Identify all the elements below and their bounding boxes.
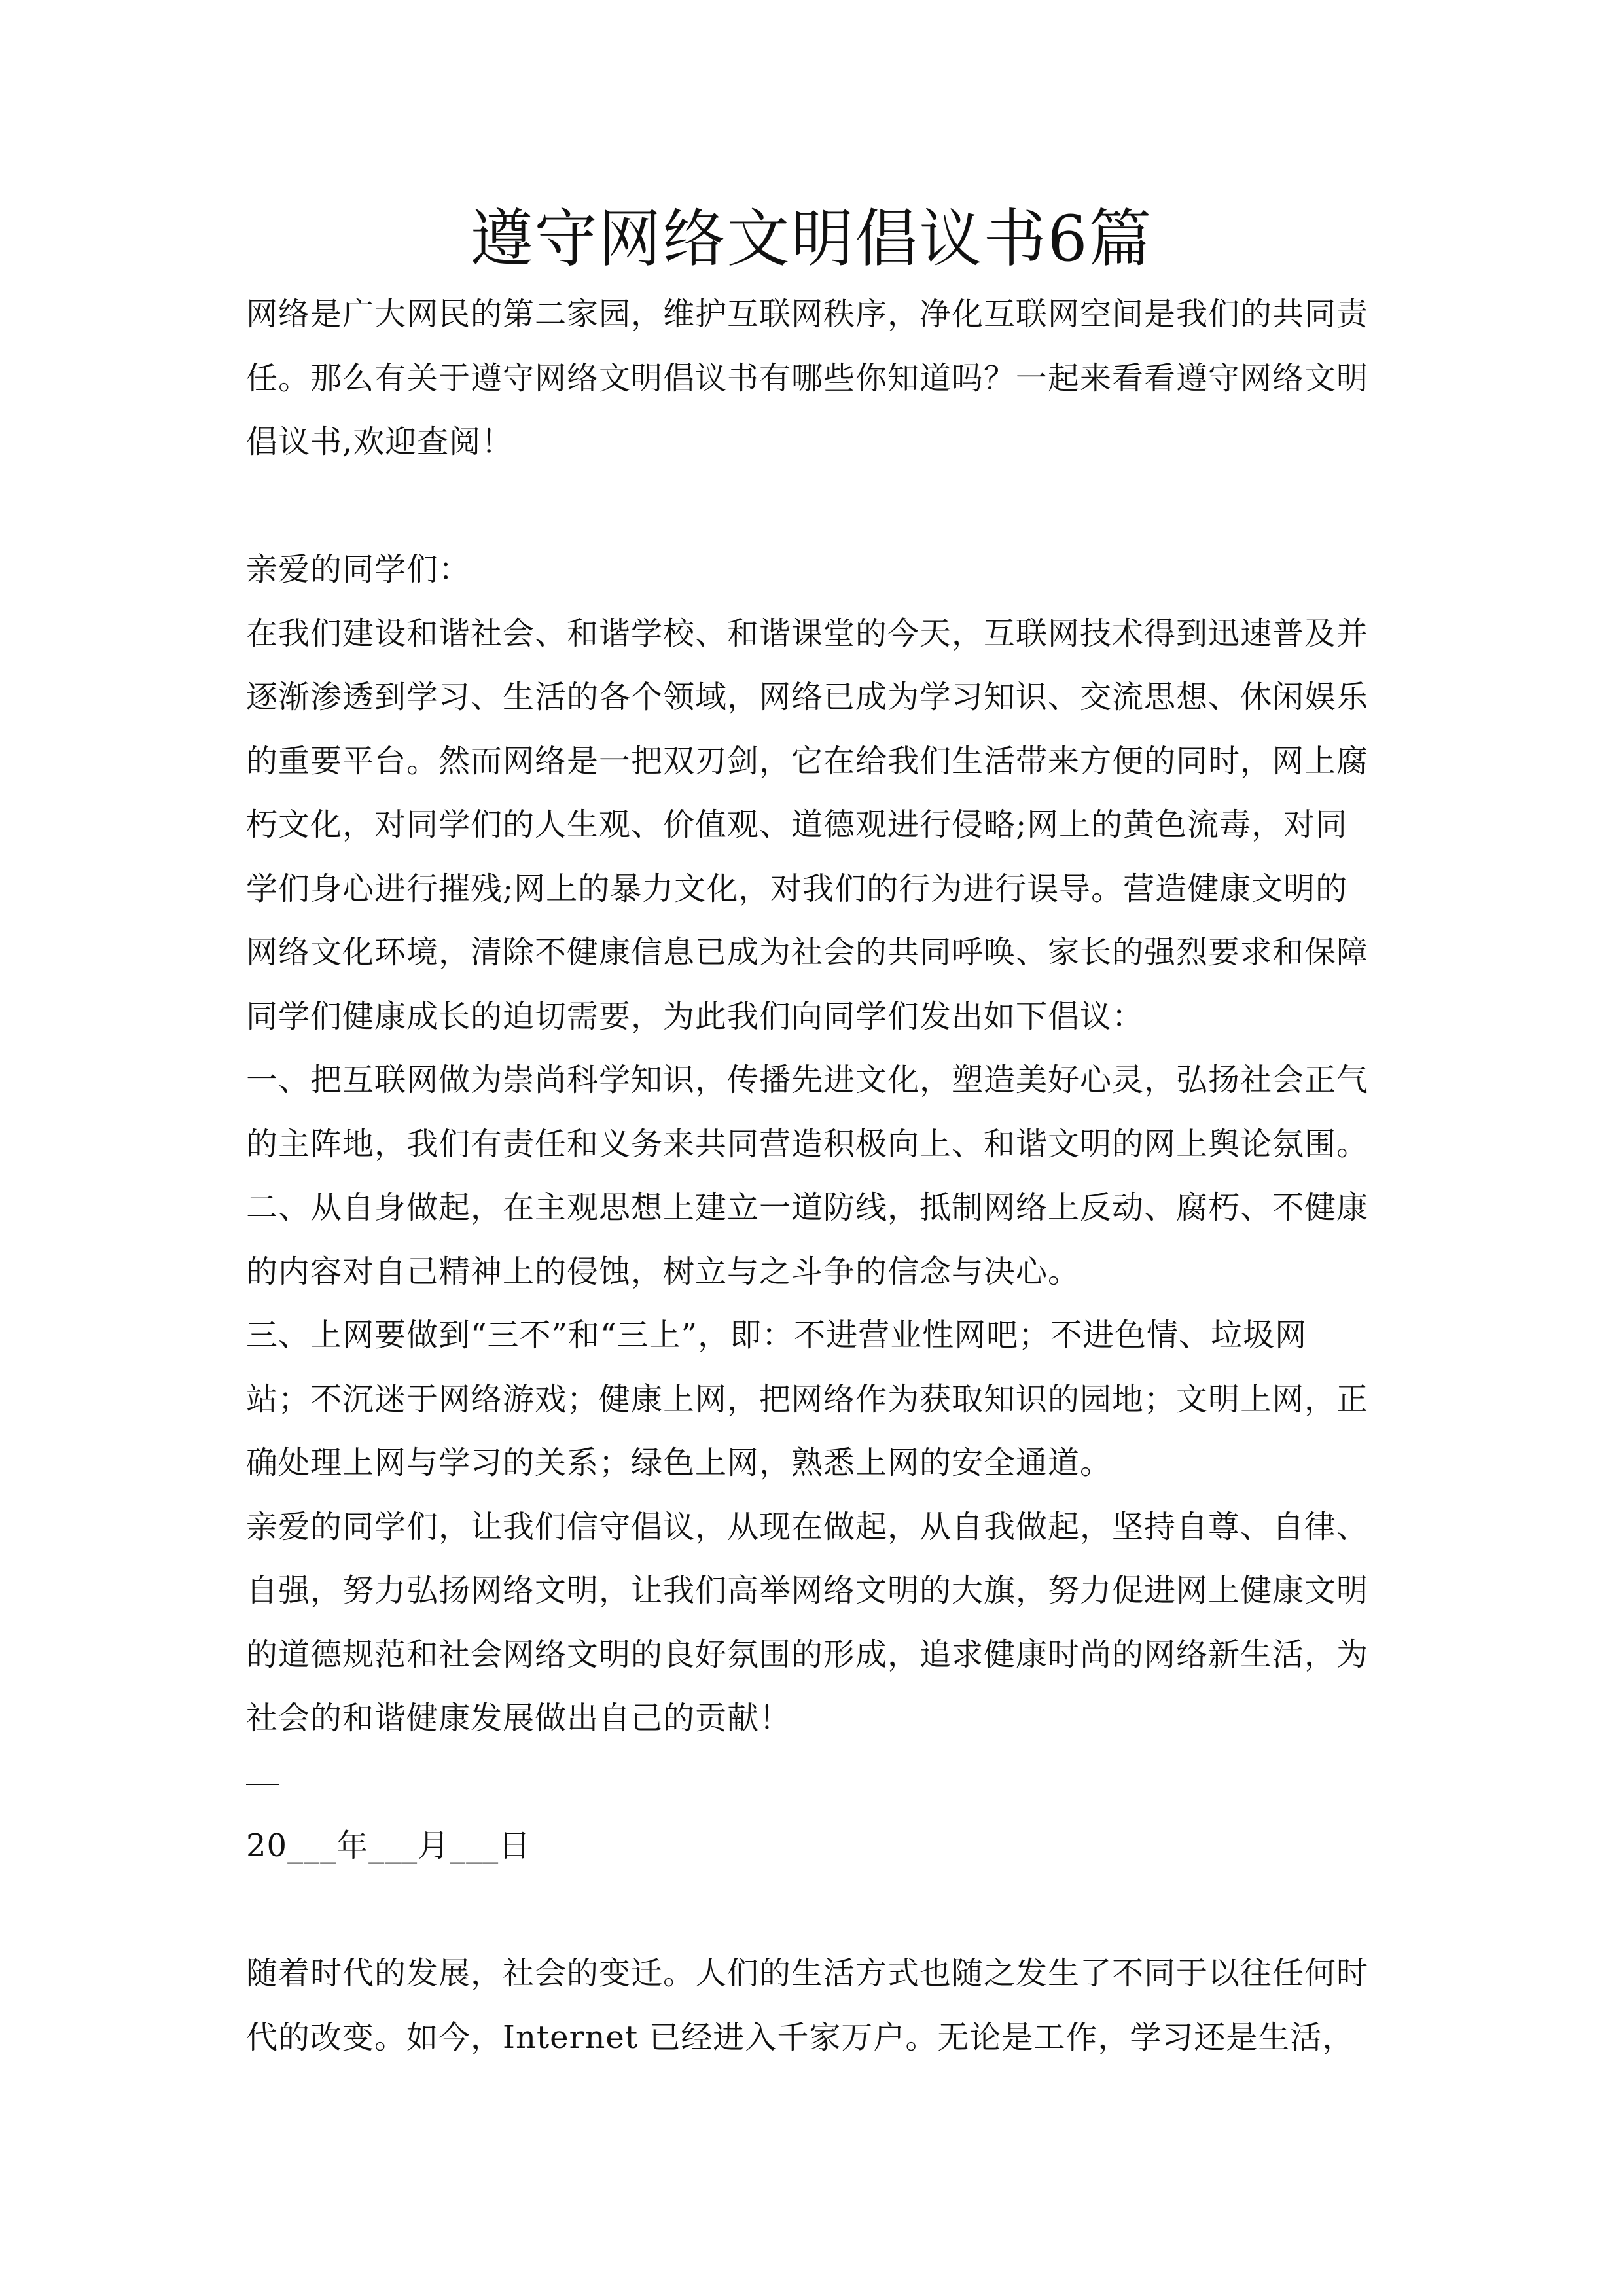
text-line: 任。那么有关于遵守网络文明倡议书有哪些你知道吗？一起来看看遵守网络文明 <box>246 359 1369 397</box>
document-title: 遵守网络文明倡议书6篇 <box>470 202 1153 276</box>
text-line: 网络是广大网民的第二家园，维护互联网秩序，净化互联网空间是我们的共同责 <box>246 296 1369 332</box>
proposal-point-3 <box>246 1304 1411 1496</box>
text-line: 学们身心进行摧残;网上的暴力文化，对我们的行为进行误导。营造健康文明的 <box>246 870 1348 907</box>
letter-1-paragraph <box>246 602 1411 1049</box>
document-body <box>246 283 1411 2070</box>
closing-paragraph <box>246 1496 1411 1751</box>
text-line: 倡议书,欢迎查阅！ <box>246 423 514 460</box>
text-line: 的道德规范和社会网络文明的良好氛围的形成，追求健康时尚的网络新生活，为 <box>246 1636 1369 1673</box>
proposal-point-1 <box>246 1049 1411 1176</box>
text-line: 同学们健康成长的迫切需要，为此我们向同学们发出如下倡议： <box>246 997 1145 1035</box>
text-line: 逐渐渗透到学习、生活的各个领域，网络已成为学习知识、交流思想、休闲娱乐 <box>246 679 1369 715</box>
letter-2 <box>246 1942 1411 2070</box>
text-line: 站；不沉迷于网络游戏；健康上网，把网络作为获取知识的园地；文明上网，正 <box>246 1380 1369 1418</box>
text-line: 二、从自身做起，在主观思想上建立一道防线，抵制网络上反动、腐朽、不健康 <box>246 1189 1369 1226</box>
text-line: 随着时代的发展，社会的变迁。人们的生活方式也随之发生了不同于以往任何时 <box>246 1955 1369 1992</box>
text-line: 在我们建设和谐社会、和谐学校、和谐课堂的今天，互联网技术得到迅速普及并 <box>246 615 1369 652</box>
proposal-point-2 <box>246 1176 1411 1304</box>
text-line: 一、把互联网做为崇尚科学知识，传播先进文化，塑造美好心灵，弘扬社会正气 <box>246 1062 1369 1098</box>
letter-1 <box>246 538 1411 1878</box>
text-line: 自强，努力弘扬网络文明，让我们高举网络文明的大旗，努力促进网上健康文明 <box>246 1572 1369 1609</box>
blank-line <box>246 1878 1411 1943</box>
text-line: 朽文化，对同学们的人生观、价值观、道德观进行侵略;网上的黄色流毒，对同 <box>246 806 1348 843</box>
text-line: 代的改变。如今，Internet 已经进入千家万户。无论是工作，学习还是生活， <box>246 2018 1355 2056</box>
signature-line <box>246 1751 1411 1815</box>
text-line: 三、上网要做到“三不”和“三上”，即：不进营业性网吧；不进色情、垃圾网 <box>246 1317 1308 1354</box>
text-line: 的内容对自己精神上的侵蚀，树立与之斗争的信念与决心。 <box>246 1253 1080 1290</box>
blank-line <box>246 475 1411 539</box>
salutation: 亲爱的同学们： <box>246 551 471 588</box>
text-line: 确处理上网与学习的关系；绿色上网，熟悉上网的安全通道。 <box>246 1444 1113 1481</box>
text-line: 亲爱的同学们，让我们信守倡议，从现在做起，从自我做起，坚持自尊、自律、 <box>246 1508 1369 1545</box>
text-line: 社会的和谐健康发展做出自己的贡献！ <box>246 1700 792 1736</box>
text-line: 的重要平台。然而网络是一把双刃剑，它在给我们生活带来方便的同时，网上腐 <box>246 742 1369 780</box>
text-line: 的主阵地，我们有责任和义务来共同营造积极向上、和谐文明的网上舆论氛围。 <box>246 1125 1369 1162</box>
date-line: 20___年___月___日 <box>246 1827 531 1864</box>
intro-paragraph <box>246 283 1411 475</box>
text-line: 网络文化环境，清除不健康信息已成为社会的共同呼唤、家长的强烈要求和保障 <box>246 934 1369 971</box>
signature-rule <box>246 1784 279 1785</box>
